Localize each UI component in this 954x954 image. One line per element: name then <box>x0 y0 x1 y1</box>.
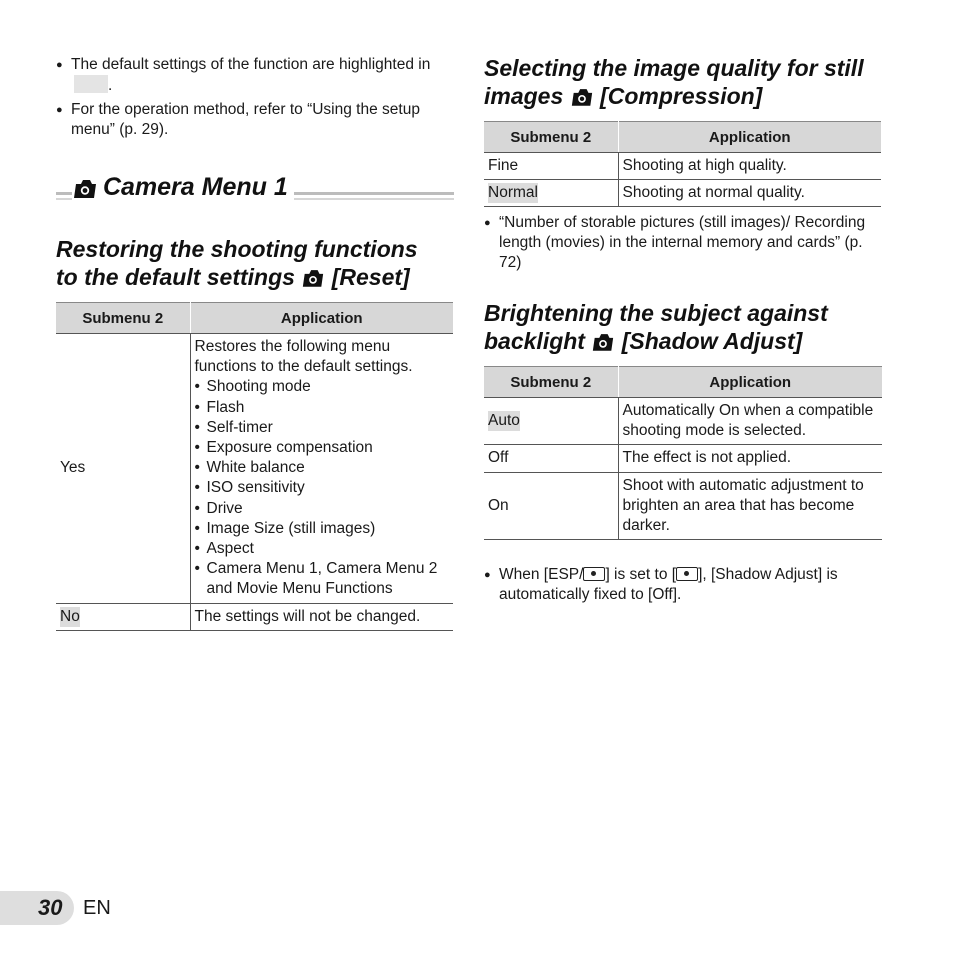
option-yes-desc: Restores the following menu functions to the default settings. • Shooting mode • Flash • Self-timer • Exposure compensation • White balance • ISO sensitivity • Drive • Image Size (still images) • Aspect • Camera Menu 1, Camera Menu 2 and Movie Menu Functions <box>190 334 453 604</box>
camera-icon <box>301 268 325 288</box>
header-submenu: Submenu 2 <box>484 122 618 153</box>
table-row <box>484 398 882 445</box>
list-item: • Flash <box>194 398 245 416</box>
page-number-tab <box>0 891 74 925</box>
option-on-desc: Shoot with automatic adjustment to brighten an area that has become darker. <box>618 472 882 540</box>
bullet-dot: ● <box>484 217 491 229</box>
camera-icon <box>591 332 615 352</box>
table-row <box>484 472 882 540</box>
intro-notes <box>56 55 456 140</box>
header-submenu: Submenu 2 <box>484 367 618 398</box>
header-application: Application <box>190 303 453 334</box>
option-off: Off <box>484 445 618 472</box>
page-number: 30 <box>38 895 63 920</box>
note-operation-method: ● For the operation method, refer to “Using the setup menu” (p. 29). <box>56 101 420 138</box>
list-item: • Shooting mode <box>194 378 311 396</box>
bullet-dot: ● <box>56 59 63 71</box>
table-row <box>56 334 453 604</box>
compression-heading: Selecting the image quality for still images [Compression] <box>484 55 864 109</box>
shadow-adjust-heading: Brightening the subject against backlight [Shadow Adjust] <box>484 300 828 354</box>
spot-metering-icon <box>676 567 698 581</box>
table-header-row <box>484 122 881 153</box>
list-item: • Aspect <box>194 540 254 558</box>
shadow-adjust-table <box>484 366 882 540</box>
table-row <box>484 153 881 180</box>
table-header-row <box>484 367 882 398</box>
option-fine-desc: Shooting at high quality. <box>618 153 881 180</box>
header-submenu: Submenu 2 <box>56 303 190 334</box>
option-normal-desc: Shooting at normal quality. <box>618 180 881 207</box>
camera-menu-title: Camera Menu 1 <box>56 172 454 202</box>
list-item: • White balance <box>194 459 305 477</box>
list-item: • Image Size (still images) <box>194 519 376 537</box>
list-item: • Camera Menu 1, Camera Menu 2 and Movie Menu Functions <box>194 560 438 598</box>
camera-icon <box>72 178 96 198</box>
option-yes: Yes <box>56 334 190 604</box>
option-off-desc: The effect is not applied. <box>618 445 882 472</box>
spot-metering-icon <box>583 567 605 581</box>
table-row <box>484 445 882 472</box>
bullet-dot: ● <box>484 569 491 581</box>
option-fine: Fine <box>484 153 618 180</box>
option-no-desc: The settings will not be changed. <box>190 603 453 630</box>
option-auto: Auto <box>484 398 618 445</box>
option-normal: Normal <box>484 180 618 207</box>
shadow-adjust-note: ● When [ESP/ ] is set to [ ], [Shadow Adjust] is automatically fixed to [Off]. <box>484 566 838 603</box>
table-row <box>56 603 453 630</box>
header-application: Application <box>618 367 882 398</box>
table-header-row <box>56 303 453 334</box>
note-default-highlight: ● The default settings of the function are highlighted in . <box>56 56 431 94</box>
camera-icon <box>570 87 594 107</box>
option-on: On <box>484 472 618 540</box>
table-row <box>484 180 881 207</box>
list-item: • Drive <box>194 499 243 517</box>
compression-note: ● “Number of storable pictures (still images)/ Recording length (movies) in the internal memory and cards” (p. 72) <box>484 214 866 271</box>
list-item: • Self-timer <box>194 418 273 436</box>
reset-table <box>56 302 453 631</box>
header-application: Application <box>618 122 881 153</box>
option-no: No <box>56 603 190 630</box>
list-item: • Exposure compensation <box>194 439 373 457</box>
bullet-dot: ● <box>56 104 63 116</box>
compression-table <box>484 121 881 207</box>
list-item: • ISO sensitivity <box>194 479 305 497</box>
highlight-swatch <box>74 75 108 93</box>
reset-heading: Restoring the shooting functions to the default settings [Reset] <box>56 236 418 290</box>
language-label: EN <box>83 897 111 919</box>
option-auto-desc: Automatically On when a compatible shooting mode is selected. <box>618 398 882 445</box>
